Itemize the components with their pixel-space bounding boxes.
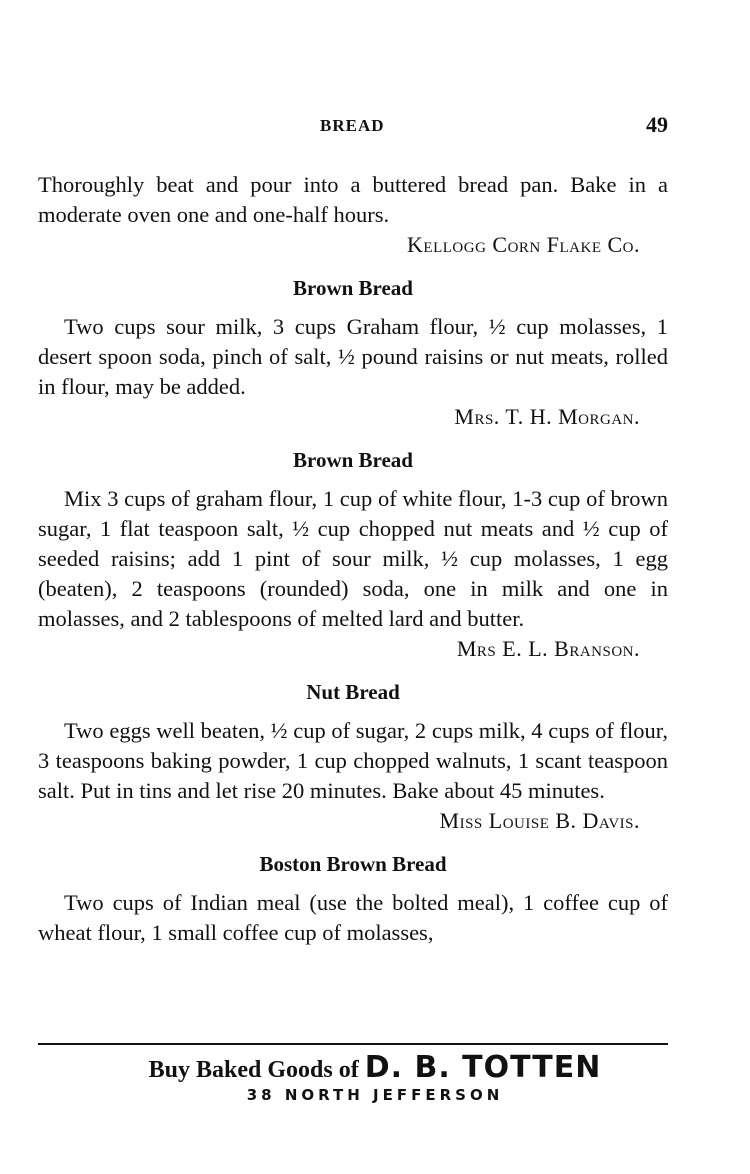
recipe-title: Brown Bread [293,448,413,472]
page-header [0,112,750,142]
running-head: BREAD [320,116,385,135]
advertisement [0,1052,750,1104]
recipe-title: Boston Brown Bread [259,852,447,876]
page-number: 49 [646,112,668,137]
recipe-text: Mix 3 cups of graham flour, 1 cup of white flour, 1-3 cup of brown sugar, 1 flat teaspoon salt, ½ cup chopped nut meats and ½ cup of seeded raisins; add 1 pint of sour milk, ½ cup molasses, 1 egg (beaten), 2 teaspoons (rounded) soda, one in milk and one in molasses, and 2 tablespoons of melted lard and butter. [38,486,668,631]
recipe-text: Two cups of Indian meal (use the bolted meal), 1 coffee cup of wheat flour, 1 small coffee cup of molasses, [38,890,668,945]
advert-prefix: Buy Baked Goods of [148,1057,359,1083]
page-content [38,170,668,948]
signature: Kellogg Corn Flake Co. [407,232,640,257]
recipe-text: Two cups sour milk, 3 cups Graham flour, ½ cup molasses, 1 desert spoon soda, pinch of salt, ½ pound raisins or nut meats, rolled in flour, may be added. [38,314,668,399]
footer-rule [38,1043,668,1045]
advert-address: 38 NORTH JEFFERSON [246,1086,504,1104]
signature: Miss Louise B. Davis. [439,808,640,833]
continued-text: Thoroughly beat and pour into a buttered bread pan. Bake in a moderate oven one and one-half hours. [38,172,668,227]
signature: Mrs E. L. Branson. [456,636,640,661]
recipe-title: Nut Bread [306,680,400,704]
advert-name: D. B. TOTTEN [364,1050,602,1085]
recipe-text: Two eggs well beaten, ½ cup of sugar, 2 cups milk, 4 cups of flour, 3 teaspoons baking powder, 1 cup chopped walnuts, 1 scant teaspoon salt. Put in tins and let rise 20 minutes. Bake about 45 minutes. [38,718,668,803]
recipe-title: Brown Bread [293,276,413,300]
signature: Mrs. T. H. Morgan. [454,404,640,429]
advert-line [0,1052,750,1086]
